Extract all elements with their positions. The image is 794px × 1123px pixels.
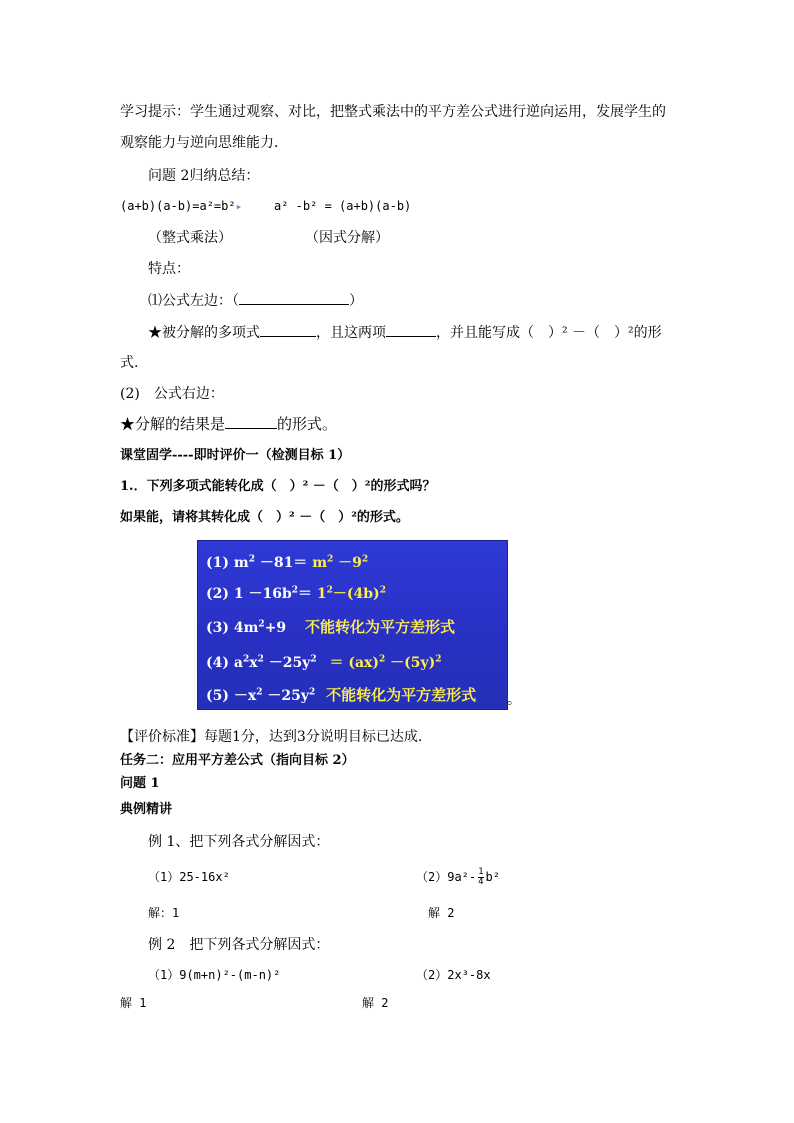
task-2-title: 任务二：应用平方差公式（指向目标 2） <box>120 753 355 768</box>
formula-factorization: a² -b² = (a+b)(a-b) <box>274 199 412 213</box>
example-2-part-1: （1）9(m+n)²-(m-n)² <box>148 968 281 982</box>
left-side-line <box>148 290 363 311</box>
star2-text-a: ★分解的结果是 <box>120 415 226 433</box>
evaluation-criteria: 【评价标准】每题1分，达到3分说明目标已达成. <box>120 729 423 745</box>
left-side-suffix: ） <box>349 293 363 309</box>
examples-heading: 典例精讲 <box>120 802 173 817</box>
question-1-line-1: 1.．下列多项式能转化成（ ）² －（ ）²的形式吗？ <box>120 479 436 494</box>
label-multiplication: （整式乘法） <box>148 230 232 246</box>
question-1-line-2: 如果能，请将其转化成（ ）² －（ ）²的形式。 <box>120 510 409 525</box>
formula-left: (a+b)(a-b)=a²=b² <box>120 199 236 213</box>
formula-multiplication <box>120 197 242 216</box>
star2-text-b: 的形式。 <box>277 415 338 433</box>
answer-blank[interactable] <box>260 322 316 337</box>
slide-row-2: (2) $1 -16b^2= 1^2-(4b)^2$ <box>206 585 386 602</box>
star-line-1-end: 式. <box>120 355 139 371</box>
star-text-a: ★被分解的多项式 <box>148 325 260 341</box>
slide-row-4: (4) $a^2x^2 -25y^2 = (ax)^2 -(5y)^2$ <box>206 654 442 671</box>
tip-line-1: 学习提示：学生通过观察、对比，把整式乘法中的平方差公式进行逆向运用，发展学生的 <box>120 104 666 120</box>
slide-row-1: (1) $m^2 -81= m^2 -9^2$ <box>206 554 369 571</box>
slide-trailing-mark: 。 <box>507 692 521 708</box>
answer-blank[interactable] <box>386 322 436 337</box>
example-1-part-2: （2）9a²- $\frac{1}{4}$ b² <box>416 867 500 887</box>
section-title: 课堂固学----即时评价一（检测目标 1） <box>120 448 351 463</box>
arrow-icon: ▸ <box>235 200 243 213</box>
left-side-prefix: ⑴公式左边：（ <box>148 293 239 309</box>
example-2-part-2: （2）2x³-8x <box>416 968 491 982</box>
answer-blank[interactable] <box>225 414 277 429</box>
example-2-solution-1: 解 1 <box>120 996 147 1010</box>
fraction-one-quarter: $\frac{1}{4}$ <box>478 867 484 887</box>
example-2-solution-2: 解 2 <box>362 996 389 1010</box>
problem-1-heading: 问题 1 <box>120 776 160 791</box>
answer-slide <box>197 540 508 710</box>
example-1-heading: 例 1、把下列各式分解因式： <box>148 834 330 850</box>
right-side-heading: (2) 公式右边： <box>120 386 224 402</box>
star-line-1 <box>148 322 662 343</box>
summary-heading: 问题 2归纳总结： <box>148 168 260 184</box>
star-text-c: ，并且能写成（ ）² －（ ）²的形 <box>436 325 662 341</box>
tip-line-2: 观察能力与逆向思维能力． <box>120 135 288 151</box>
answer-blank[interactable] <box>239 290 349 305</box>
solution-1-label: 解：1 <box>148 906 180 920</box>
label-factorization: （因式分解） <box>305 230 389 246</box>
star-text-b: ，且这两项 <box>316 325 386 341</box>
slide-row-5: $(5) -x^2 -25y^2$ 不能转化为平方差形式 <box>206 686 477 704</box>
star-line-2 <box>120 414 337 434</box>
features-heading: 特点： <box>148 261 190 277</box>
slide-row-3: (3) $4m^2+9$ 不能转化为平方差形式 <box>206 618 456 636</box>
example-2-heading: 例 2 把下列各式分解因式： <box>148 937 330 953</box>
solution-2-label: 解 2 <box>428 906 455 920</box>
example-1-part-1: （1）25-16x² <box>148 870 230 884</box>
